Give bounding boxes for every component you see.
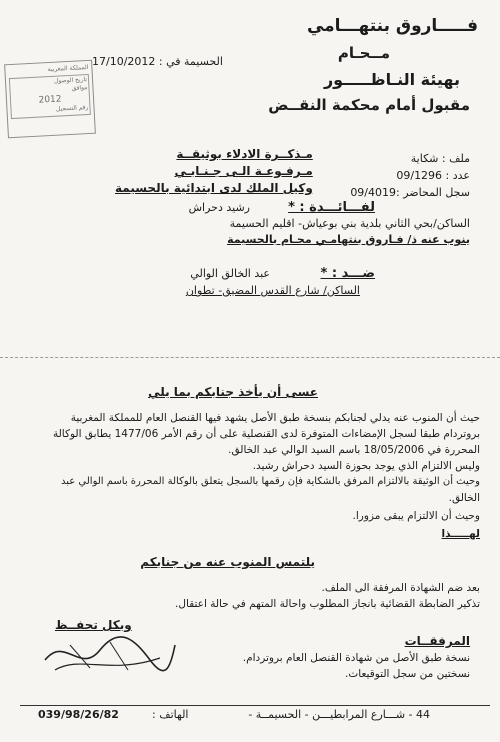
- stamp-line: تاريخ الوصول: [53, 76, 88, 85]
- memo-court: وكيل الملك لدى ابتدائية بالحسيمة: [115, 181, 313, 195]
- footer-phone: 039/98/26/82: [38, 708, 119, 721]
- attachment-item-1: نسخة طبق الأصل من شهادة القنصل العام بروتردام.: [242, 652, 470, 664]
- body-paragraph-1-line-1: حيث أن المنوب عنه يدلي لجنابكم بنسخة طبق الأصل يشهد فيها القنصل العام للمملكة المغربية: [70, 412, 480, 424]
- lawyer-court-admission: مقبول أمام محكمة النقــض: [268, 96, 470, 114]
- complainant-representative: ينوب عنه ذ/ فـاروق بنتهامـي محـام بالحسيمة: [227, 233, 470, 246]
- request-title: يلتمس المنوب عنه من جنابكم: [140, 555, 315, 569]
- signature-scribble: [40, 630, 180, 680]
- stamp-number: 2012: [38, 94, 62, 106]
- file-number: عدد : 09/1296: [396, 169, 470, 182]
- request-item-1: بعد ضم الشهادة المرفقة الى الملف.: [321, 582, 480, 594]
- file-type: ملف : شكاية: [410, 152, 470, 165]
- lawyer-bar: بهيئة النـاظـــــور: [323, 70, 460, 89]
- section-title: عسى أن يأخذ جنابكم بما يلي: [148, 385, 318, 399]
- stamp-inner-box: [9, 74, 91, 119]
- body-paragraph-3-line-2: الخالق.: [448, 492, 480, 504]
- conclusion-word: لهـــــذا: [441, 528, 480, 540]
- attachment-item-2: نسختين من سجل التوقيعات.: [345, 668, 470, 680]
- complainant-name: رشيد دحراش: [188, 201, 250, 214]
- body-paragraph-2: وليس الالتزام الذي يوجد بحوزة السيد دحراش رشيد.: [252, 460, 480, 472]
- stamp-line: المملكة المغربية: [47, 63, 89, 74]
- reception-stamp: [4, 60, 96, 139]
- request-item-2: تذكير الضابطة القضائية بانجاز المطلوب واحالة المتهم في حالة اعتقال.: [175, 598, 480, 610]
- memo-addressee: مـرفـوعـة الـى جـنـابـي: [174, 164, 313, 178]
- signature-label: وبكل تحفــظ: [55, 618, 132, 632]
- body-paragraph-1-line-2: بروتردام طبقا لسجل الإمضاءات المتوفرة لدى القنصلية على أن رقم الأمر 1477/06 يطابق الوكالة: [52, 428, 480, 440]
- complainant-label: لفـــائـــدة : *: [288, 200, 375, 215]
- file-info: [350, 150, 470, 201]
- footer-phone-label: الهاتف :: [152, 708, 189, 721]
- attachments-title: المرفقــات: [404, 634, 470, 648]
- stamp-line: رقم التسجيل: [55, 104, 89, 114]
- defendant-address: الساكن/ شارع القدس المضيق- تطوان: [185, 284, 360, 297]
- defendant-label: ضـــد : *: [320, 266, 375, 281]
- footer-address: 44 - شـــارع المرابطيـــن - الحسيمــة -: [248, 708, 430, 721]
- complainant-address: الساكن/بحي الثاني بلدية بني بوعياش- اقليم الحسيمة: [229, 217, 470, 230]
- lawyer-title: مــحـام: [337, 44, 390, 62]
- body-paragraph-3-line-1: وحيث أن الوثيقة بالالتزام المرفق بالشكاية فإن رقمها بالسجل يتعلق بالوكالة المحررة باسم الوالي عبد: [61, 476, 480, 487]
- lawyer-name: فـــــاروق بنتهـــامي: [306, 16, 478, 36]
- memo-title-block: [115, 146, 313, 197]
- section-divider: [0, 357, 500, 358]
- stamp-line: موافق: [71, 84, 88, 93]
- footer-rule: [20, 705, 490, 706]
- body-paragraph-1-line-3: المحررة في 18/05/2006 باسم السيد الوالي عبد الخالق.: [228, 444, 480, 456]
- register-number: سجل المحاضر :09/4019: [350, 186, 470, 199]
- body-paragraph-4: وحيث أن الالتزام يبقى مزورا.: [352, 510, 480, 522]
- memo-title: مـذكــرة الادلاء بوثيقــة: [176, 147, 313, 161]
- city-date: الحسيمة في : 17/10/2012: [92, 55, 223, 68]
- defendant-name: عبد الخالق الوالي: [190, 267, 270, 280]
